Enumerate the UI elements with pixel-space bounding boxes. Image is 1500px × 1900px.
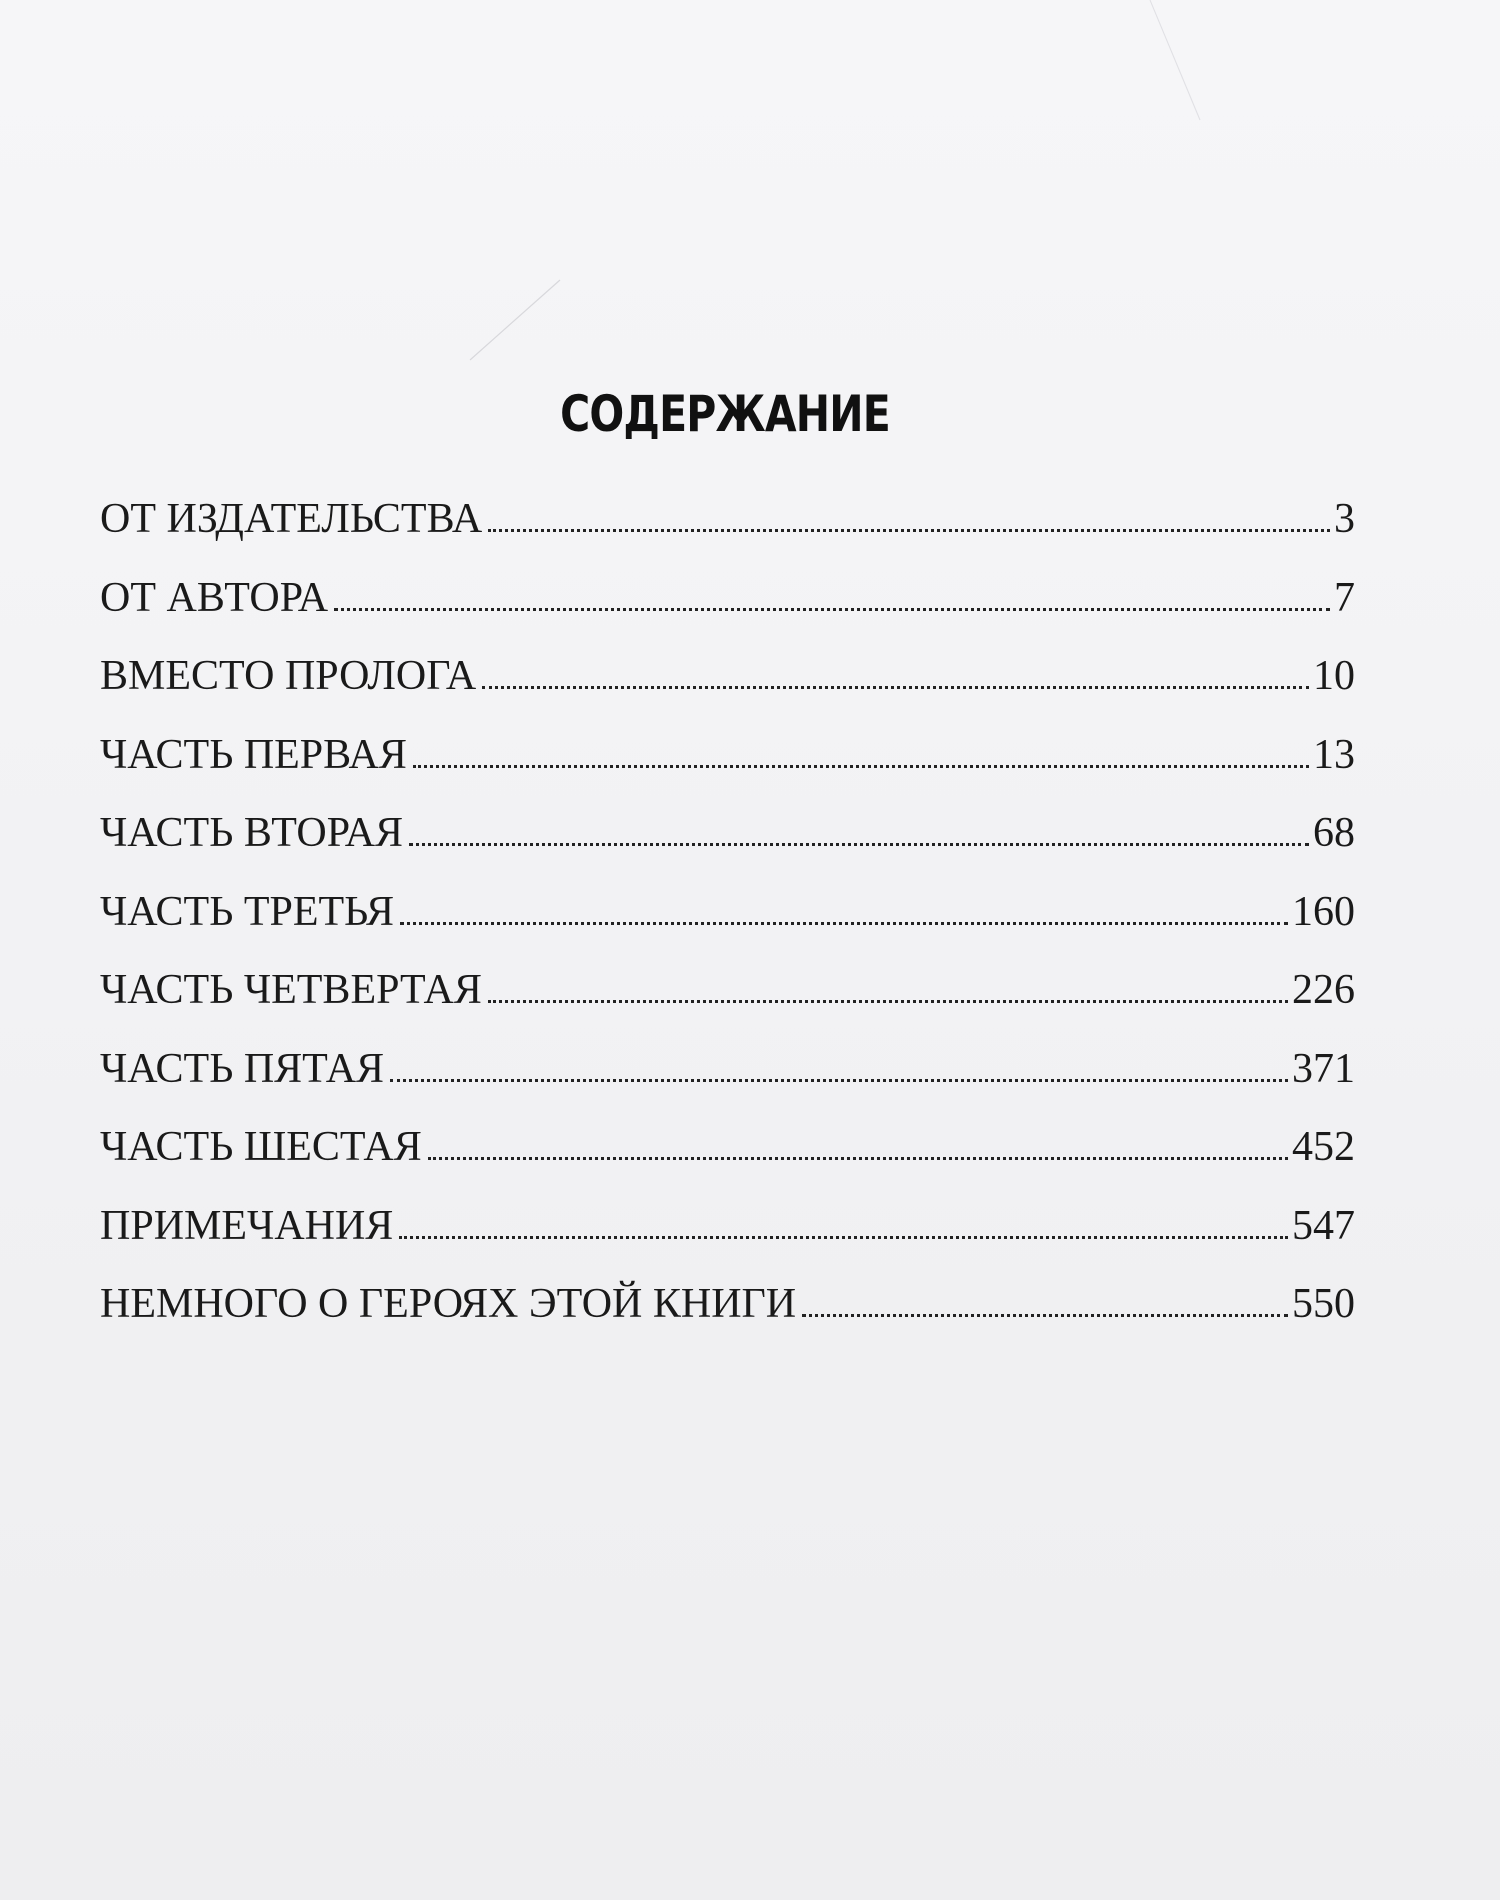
toc-dot-leader (409, 842, 1309, 846)
toc-entry (100, 1283, 1355, 1362)
toc-entry (100, 812, 1355, 891)
toc-entry-page: 226 (1292, 967, 1355, 1013)
toc-dot-leader (413, 764, 1309, 768)
toc-entry (100, 498, 1355, 577)
toc-entry-page: 547 (1292, 1202, 1355, 1249)
toc-dot-leader (334, 607, 1330, 611)
toc-entry-label: ЧАСТЬ ШЕСТАЯ (100, 1124, 422, 1170)
toc-dot-leader (400, 921, 1288, 925)
toc-entry (100, 1202, 1355, 1284)
toc-entry-page: 452 (1292, 1124, 1355, 1170)
toc-entry-label: ЧАСТЬ ТРЕТЬЯ (100, 888, 395, 935)
toc-entry-page: 371 (1292, 1045, 1355, 1092)
toc-dot-leader (399, 1235, 1288, 1239)
toc-dot-leader (488, 528, 1330, 532)
toc-dot-leader (482, 685, 1309, 689)
toc-entry (100, 655, 1355, 734)
table-of-contents (100, 498, 1355, 1362)
toc-entry (100, 888, 1355, 970)
toc-entry-page: 68 (1313, 810, 1355, 856)
toc-dot-leader (802, 1313, 1288, 1317)
toc-entry-label: ЧАСТЬ ПЕРВАЯ (100, 731, 407, 778)
toc-entry-label: ПРИМЕЧАНИЯ (100, 1202, 394, 1249)
toc-entry-page: 13 (1313, 731, 1355, 778)
toc-dot-leader (488, 999, 1288, 1003)
toc-entry-label: ВМЕСТО ПРОЛОГА (100, 653, 477, 699)
toc-entry-label: ОТ ИЗДАТЕЛЬСТВА (100, 496, 483, 542)
toc-entry (100, 731, 1355, 813)
toc-entry-page: 3 (1334, 496, 1355, 542)
toc-entry (100, 574, 1355, 656)
toc-entry-page: 160 (1292, 888, 1355, 935)
toc-entry-page: 550 (1292, 1281, 1355, 1327)
toc-entry (100, 1045, 1355, 1127)
toc-entry-page: 7 (1334, 574, 1355, 621)
toc-entry-label: ЧАСТЬ ПЯТАЯ (100, 1045, 385, 1092)
toc-dot-leader (428, 1156, 1288, 1160)
toc-entry-label: ЧАСТЬ ВТОРАЯ (100, 810, 404, 856)
page-title: СОДЕРЖАНИЕ (560, 385, 890, 443)
toc-entry-page: 10 (1313, 653, 1355, 699)
toc-entry (100, 1126, 1355, 1205)
toc-dot-leader (390, 1078, 1288, 1082)
toc-entry (100, 969, 1355, 1048)
toc-entry-label: ОТ АВТОРА (100, 574, 329, 621)
toc-entry-label: НЕМНОГО О ГЕРОЯХ ЭТОЙ КНИГИ (100, 1281, 797, 1327)
toc-entry-label: ЧАСТЬ ЧЕТВЕРТАЯ (100, 967, 482, 1013)
